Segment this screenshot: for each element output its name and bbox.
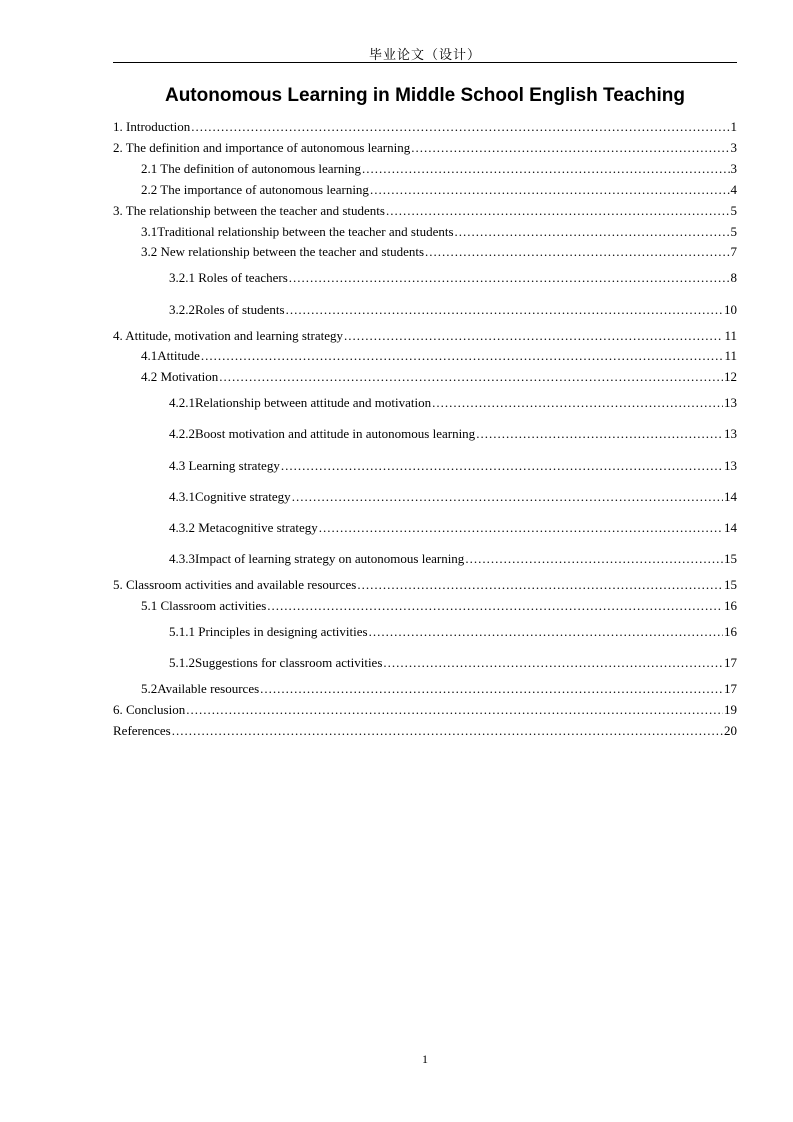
toc-leader-dots bbox=[281, 458, 723, 474]
toc-entry-page: 11 bbox=[724, 328, 737, 343]
toc-leader-dots bbox=[286, 302, 723, 318]
toc-entry-4-1[interactable] bbox=[141, 348, 737, 364]
toc-entry-label: 4.3.1Cognitive strategy bbox=[169, 489, 291, 504]
toc-entry-3-2-2[interactable] bbox=[169, 302, 737, 318]
toc-entry-page: 4 bbox=[730, 182, 737, 197]
toc-entry-page: 17 bbox=[724, 681, 737, 696]
toc-entry-label: 3.2 New relationship between the teacher and students bbox=[141, 244, 425, 259]
toc-entry-2-2[interactable] bbox=[141, 182, 737, 198]
toc-entry-label: 4.2.1Relationship between attitude and motivation bbox=[169, 395, 432, 410]
header-rule bbox=[113, 62, 737, 63]
toc-entry-5-1-2[interactable] bbox=[169, 655, 737, 671]
toc-entry-page: 10 bbox=[724, 302, 737, 317]
toc-leader-dots bbox=[219, 369, 723, 385]
document-title: Autonomous Learning in Middle School English Teaching bbox=[164, 85, 686, 106]
toc-entry-4-3[interactable] bbox=[169, 458, 737, 474]
toc-entry-label: 5.2Available resources bbox=[141, 681, 260, 696]
toc-leader-dots bbox=[172, 723, 723, 739]
toc-entry-references[interactable] bbox=[113, 723, 737, 739]
toc-entry-page: 14 bbox=[724, 520, 737, 535]
toc-entry-page: 15 bbox=[724, 551, 737, 566]
toc-entry-label: 2.2 The importance of autonomous learning bbox=[141, 182, 369, 197]
toc-entry-3-2[interactable] bbox=[141, 244, 737, 260]
toc-leader-dots bbox=[411, 140, 729, 156]
toc-entry-label: 2.1 The definition of autonomous learning bbox=[141, 161, 361, 176]
toc-entry-4-3-2[interactable] bbox=[169, 520, 737, 536]
toc-entry-label: 5. Classroom activities and available resources bbox=[113, 577, 357, 592]
toc-entry-label: References bbox=[113, 723, 171, 738]
toc-entry-5-1-1[interactable] bbox=[169, 624, 737, 640]
toc-entry-label: 4.1Attitude bbox=[141, 348, 200, 363]
toc-entry-label: 4.3.3Impact of learning strategy on autonomous learning bbox=[169, 551, 465, 566]
toc-entry-2[interactable] bbox=[113, 140, 737, 156]
toc-entry-label: 1. Introduction bbox=[113, 119, 191, 134]
toc-entry-page: 3 bbox=[730, 161, 737, 176]
toc-leader-dots bbox=[319, 520, 723, 536]
toc-leader-dots bbox=[292, 489, 723, 505]
toc-entry-1[interactable] bbox=[113, 119, 737, 135]
toc-entry-page: 11 bbox=[724, 348, 737, 363]
toc-entry-6[interactable] bbox=[113, 702, 737, 718]
toc-leader-dots bbox=[425, 244, 729, 260]
toc-leader-dots bbox=[289, 270, 730, 286]
toc-entry-3-1[interactable] bbox=[141, 224, 737, 240]
toc-entry-label: 5.1 Classroom activities bbox=[141, 598, 267, 613]
toc-entry-page: 1 bbox=[730, 119, 737, 134]
toc-leader-dots bbox=[344, 328, 723, 344]
toc-entry-label: 4.2 Motivation bbox=[141, 369, 219, 384]
toc-leader-dots bbox=[362, 161, 730, 177]
toc-entry-page: 5 bbox=[730, 203, 737, 218]
toc-entry-4-2-2[interactable] bbox=[169, 426, 737, 442]
toc-entry-4[interactable] bbox=[113, 328, 737, 344]
toc-leader-dots bbox=[465, 551, 723, 567]
page-number: 1 bbox=[422, 1052, 428, 1066]
toc-entry-4-2-1[interactable] bbox=[169, 395, 737, 411]
toc-entry-page: 12 bbox=[724, 369, 737, 384]
page-header: 毕业论文（设计） bbox=[368, 48, 481, 63]
toc-leader-dots bbox=[476, 426, 723, 442]
toc-entry-page: 15 bbox=[724, 577, 737, 592]
toc-leader-dots bbox=[357, 577, 723, 593]
toc-leader-dots bbox=[191, 119, 729, 135]
toc-entry-page: 19 bbox=[724, 702, 737, 717]
toc-entry-page: 13 bbox=[724, 458, 737, 473]
toc-entry-2-1[interactable] bbox=[141, 161, 737, 177]
toc-entry-page: 17 bbox=[724, 655, 737, 670]
toc-entry-5[interactable] bbox=[113, 577, 737, 593]
toc-leader-dots bbox=[370, 182, 730, 198]
toc-entry-label: 3.2.2Roles of students bbox=[169, 302, 285, 317]
toc-entry-4-3-3[interactable] bbox=[169, 551, 737, 567]
toc-leader-dots bbox=[186, 702, 723, 718]
toc-entry-4-2[interactable] bbox=[141, 369, 737, 385]
toc-entry-page: 8 bbox=[730, 270, 737, 285]
toc-entry-page: 5 bbox=[730, 224, 737, 239]
toc-entry-label: 4.3.2 Metacognitive strategy bbox=[169, 520, 318, 535]
toc-leader-dots bbox=[383, 655, 723, 671]
toc-entry-page: 3 bbox=[730, 140, 737, 155]
toc-entry-4-3-1[interactable] bbox=[169, 489, 737, 505]
toc-leader-dots bbox=[260, 681, 723, 697]
toc-entry-page: 7 bbox=[730, 244, 737, 259]
toc-leader-dots bbox=[267, 598, 723, 614]
toc-entry-label: 3.2.1 Roles of teachers bbox=[169, 270, 288, 285]
toc-entry-label: 5.1.2Suggestions for classroom activities bbox=[169, 655, 383, 670]
toc-entry-5-1[interactable] bbox=[141, 598, 737, 614]
toc-entry-label: 3.1Traditional relationship between the teacher and students bbox=[141, 224, 454, 239]
toc-entry-label: 3. The relationship between the teacher and students bbox=[113, 203, 385, 218]
toc-leader-dots bbox=[455, 224, 730, 240]
toc-entry-label: 2. The definition and importance of autonomous learning bbox=[113, 140, 411, 155]
toc-entry-label: 5.1.1 Principles in designing activities bbox=[169, 624, 368, 639]
toc-entry-page: 20 bbox=[724, 723, 737, 738]
toc-entry-page: 13 bbox=[724, 395, 737, 410]
toc-entry-5-2[interactable] bbox=[141, 681, 737, 697]
toc-leader-dots bbox=[386, 203, 730, 219]
toc-entry-label: 4.3 Learning strategy bbox=[169, 458, 280, 473]
toc-entry-label: 4. Attitude, motivation and learning strategy bbox=[113, 328, 343, 343]
toc-entry-page: 14 bbox=[724, 489, 737, 504]
toc-entry-label: 6. Conclusion bbox=[113, 702, 186, 717]
toc-leader-dots bbox=[369, 624, 723, 640]
toc-entry-3-2-1[interactable] bbox=[169, 270, 737, 286]
toc-entry-label: 4.2.2Boost motivation and attitude in autonomous learning bbox=[169, 426, 476, 441]
toc-entry-page: 16 bbox=[724, 598, 737, 613]
toc-leader-dots bbox=[201, 348, 724, 364]
toc-leader-dots bbox=[432, 395, 723, 411]
toc-entry-3[interactable] bbox=[113, 203, 737, 219]
toc-entry-page: 13 bbox=[724, 426, 737, 441]
toc-entry-page: 16 bbox=[724, 624, 737, 639]
